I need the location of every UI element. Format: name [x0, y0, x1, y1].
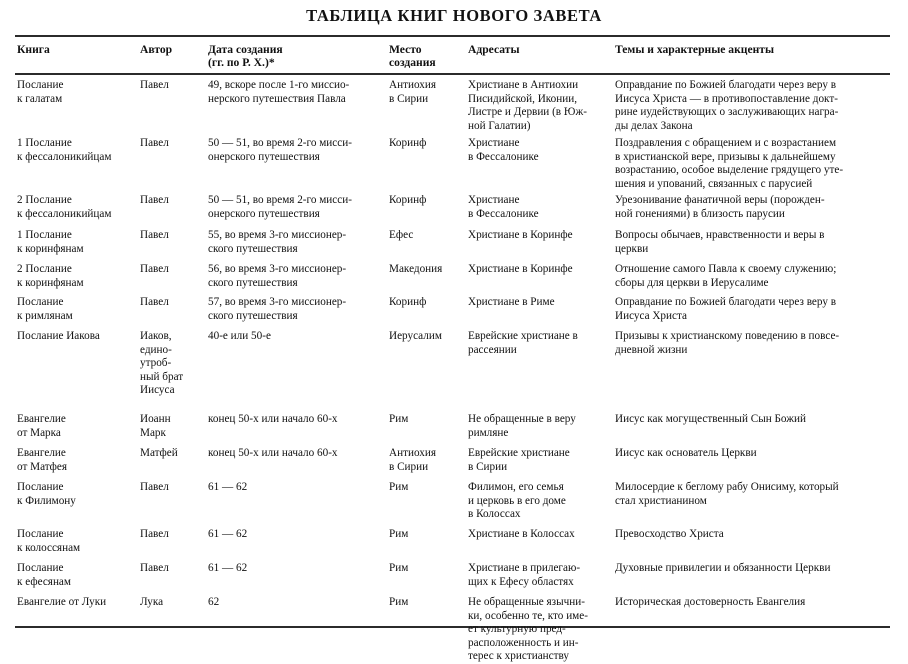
column-header-date-line1: Дата создания: [208, 43, 283, 56]
cell-place: Коринф: [389, 194, 427, 206]
cell-addressees: Не обращенные язычни- ки, особенно те, кто име- ет культурную пред- расположенность и ин- терес к христианству: [468, 596, 588, 663]
cell-date: 61 — 62: [208, 481, 248, 493]
cell-place: Антиохия в Сирии: [389, 447, 436, 473]
cell-date: 50 — 51, во время 2-го мисси- онерского путешествия: [208, 194, 352, 220]
cell-addressees: Филимон, его семья и церковь в его доме в Колоссах: [468, 481, 566, 521]
cell-date: 57, во время 3-го миссионер- ского путешествия: [208, 296, 347, 322]
cell-place: Рим: [389, 562, 409, 574]
cell-place: Иерусалим: [389, 330, 442, 342]
cell-themes: Призывы к христианскому поведению в повсе- дневной жизни: [615, 330, 840, 356]
column-header-addressees: Адресаты: [468, 43, 520, 56]
cell-place: Антиохия в Сирии: [389, 79, 436, 105]
cell-book: Послание к Филимону: [17, 481, 76, 507]
column-header-date-line2: (гг. по Р. Х.)*: [208, 56, 275, 70]
cell-date: 50 — 51, во время 2-го мисси- онерского путешествия: [208, 137, 352, 163]
cell-themes: Оправдание по Божией благодати через веру в Иисуса Христа — в противопоставление докт- рине иудействующих о заслуживающих награ- ды делах Закона: [615, 79, 839, 132]
cell-author: Павел: [140, 263, 169, 275]
cell-author: Павел: [140, 562, 169, 574]
cell-themes: Вопросы обычаев, нравственности и веры в церкви: [615, 229, 825, 255]
cell-themes: Иисус как основатель Церкви: [615, 447, 757, 459]
cell-themes: Историческая достоверность Евангелия: [615, 596, 806, 608]
cell-author: Иоанн Марк: [140, 413, 171, 439]
cell-addressees: Христиане в Коринфе: [468, 263, 573, 275]
cell-themes: Иисус как могущественный Сын Божий: [615, 413, 806, 425]
cell-themes: Урезонивание фанатичной веры (порожден- ной гонениями) в близость парусии: [615, 194, 825, 220]
cell-author: Иаков, едино- утроб- ный брат Иисуса: [140, 330, 184, 397]
cell-place: Рим: [389, 596, 409, 608]
cell-book: 1 Послание к коринфянам: [17, 229, 84, 255]
cell-themes: Оправдание по Божией благодати через веру в Иисуса Христа: [615, 296, 836, 322]
cell-themes: Поздравления с обращением и с возрастанием в христианской вере, призывы к дальнейшему возрастанию, особое выделение грядущего уте- шения и упований, связанных с парусией: [615, 137, 844, 190]
cell-book: Послание к римлянам: [17, 296, 73, 322]
cell-themes: Превосходство Христа: [615, 528, 724, 540]
cell-place: Коринф: [389, 296, 427, 308]
cell-date: 55, во время 3-го миссионер- ского путешествия: [208, 229, 347, 255]
cell-book: Евангелие от Матфея: [17, 447, 68, 473]
cell-themes: Духовные привилегии и обязанности Церкви: [615, 562, 831, 574]
cell-addressees: Христиане в Колоссах: [468, 528, 575, 540]
cell-addressees: Христиане в Риме: [468, 296, 555, 308]
cell-book: 1 Послание к фессалоникийцам: [17, 137, 112, 163]
cell-date: 61 — 62: [208, 562, 248, 574]
cell-themes: Милосердие к беглому рабу Онисиму, который стал христианином: [615, 481, 839, 507]
cell-date: 40-е или 50-е: [208, 330, 271, 342]
cell-book: Послание к колоссянам: [17, 528, 81, 554]
cell-addressees: Христиане в прилегаю- щих к Ефесу областях: [468, 562, 581, 588]
cell-addressees: Не обращенные в веру римляне: [468, 413, 576, 439]
table-bottom-rule: [15, 626, 890, 628]
cell-author: Павел: [140, 528, 169, 540]
cell-themes: Отношение самого Павла к своему служению; сборы для церкви в Иерусалиме: [615, 263, 837, 289]
cell-book: Евангелие от Марка: [17, 413, 66, 439]
cell-place: Рим: [389, 413, 409, 425]
cell-place: Ефес: [389, 229, 414, 241]
cell-book: Послание к ефесянам: [17, 562, 71, 588]
cell-author: Матфей: [140, 447, 178, 459]
column-header-place: [389, 43, 465, 70]
cell-author: Павел: [140, 481, 169, 493]
cell-book: Послание к галатам: [17, 79, 64, 105]
column-header-place-line2: создания: [389, 56, 436, 70]
cell-author: Павел: [140, 194, 169, 206]
cell-date: 49, вскоре после 1-го миссио- нерского путешествия Павла: [208, 79, 350, 105]
page-title: ТАБЛИЦА КНИГ НОВОГО ЗАВЕТА: [306, 6, 602, 25]
cell-author: Павел: [140, 296, 169, 308]
cell-date: конец 50-х или начало 60-х: [208, 413, 338, 425]
cell-addressees: Еврейские христиане в Сирии: [468, 447, 570, 473]
column-header-author: Автор: [140, 43, 173, 56]
cell-date: 61 — 62: [208, 528, 248, 540]
cell-book: 2 Послание к фессалоникийцам: [17, 194, 112, 220]
cell-place: Коринф: [389, 137, 427, 149]
column-header-place-line1: Место: [389, 43, 422, 56]
cell-book: Евангелие от Луки: [17, 596, 107, 608]
cell-book: Послание Иакова: [17, 330, 100, 342]
cell-author: Павел: [140, 229, 169, 241]
cell-addressees: Христиане в Фессалонике: [468, 137, 539, 163]
cell-author: Лука: [140, 596, 164, 608]
column-header-themes: Темы и характерные акценты: [615, 43, 775, 56]
cell-addressees: Христиане в Антиохии Писидийской, Иконии, Листре и Дервии (в Юж- ной Галатии): [468, 79, 587, 132]
table-top-rule: [15, 35, 890, 37]
cell-place: Рим: [389, 528, 409, 540]
cell-addressees: Христиане в Фессалонике: [468, 194, 539, 220]
cell-place: Македония: [389, 263, 443, 275]
cell-addressees: Еврейские христиане в рассеянии: [468, 330, 578, 356]
cell-place: Рим: [389, 481, 409, 493]
table-header-rule: [15, 73, 890, 75]
cell-addressees: Христиане в Коринфе: [468, 229, 573, 241]
cell-date: конец 50-х или начало 60-х: [208, 447, 338, 459]
column-header-book: Книга: [17, 43, 50, 56]
cell-author: Павел: [140, 79, 169, 91]
column-header-date: [208, 43, 386, 70]
cell-date: 62: [208, 596, 220, 608]
cell-date: 56, во время 3-го миссионер- ского путешествия: [208, 263, 347, 289]
cell-book: 2 Послание к коринфянам: [17, 263, 84, 289]
cell-author: Павел: [140, 137, 169, 149]
